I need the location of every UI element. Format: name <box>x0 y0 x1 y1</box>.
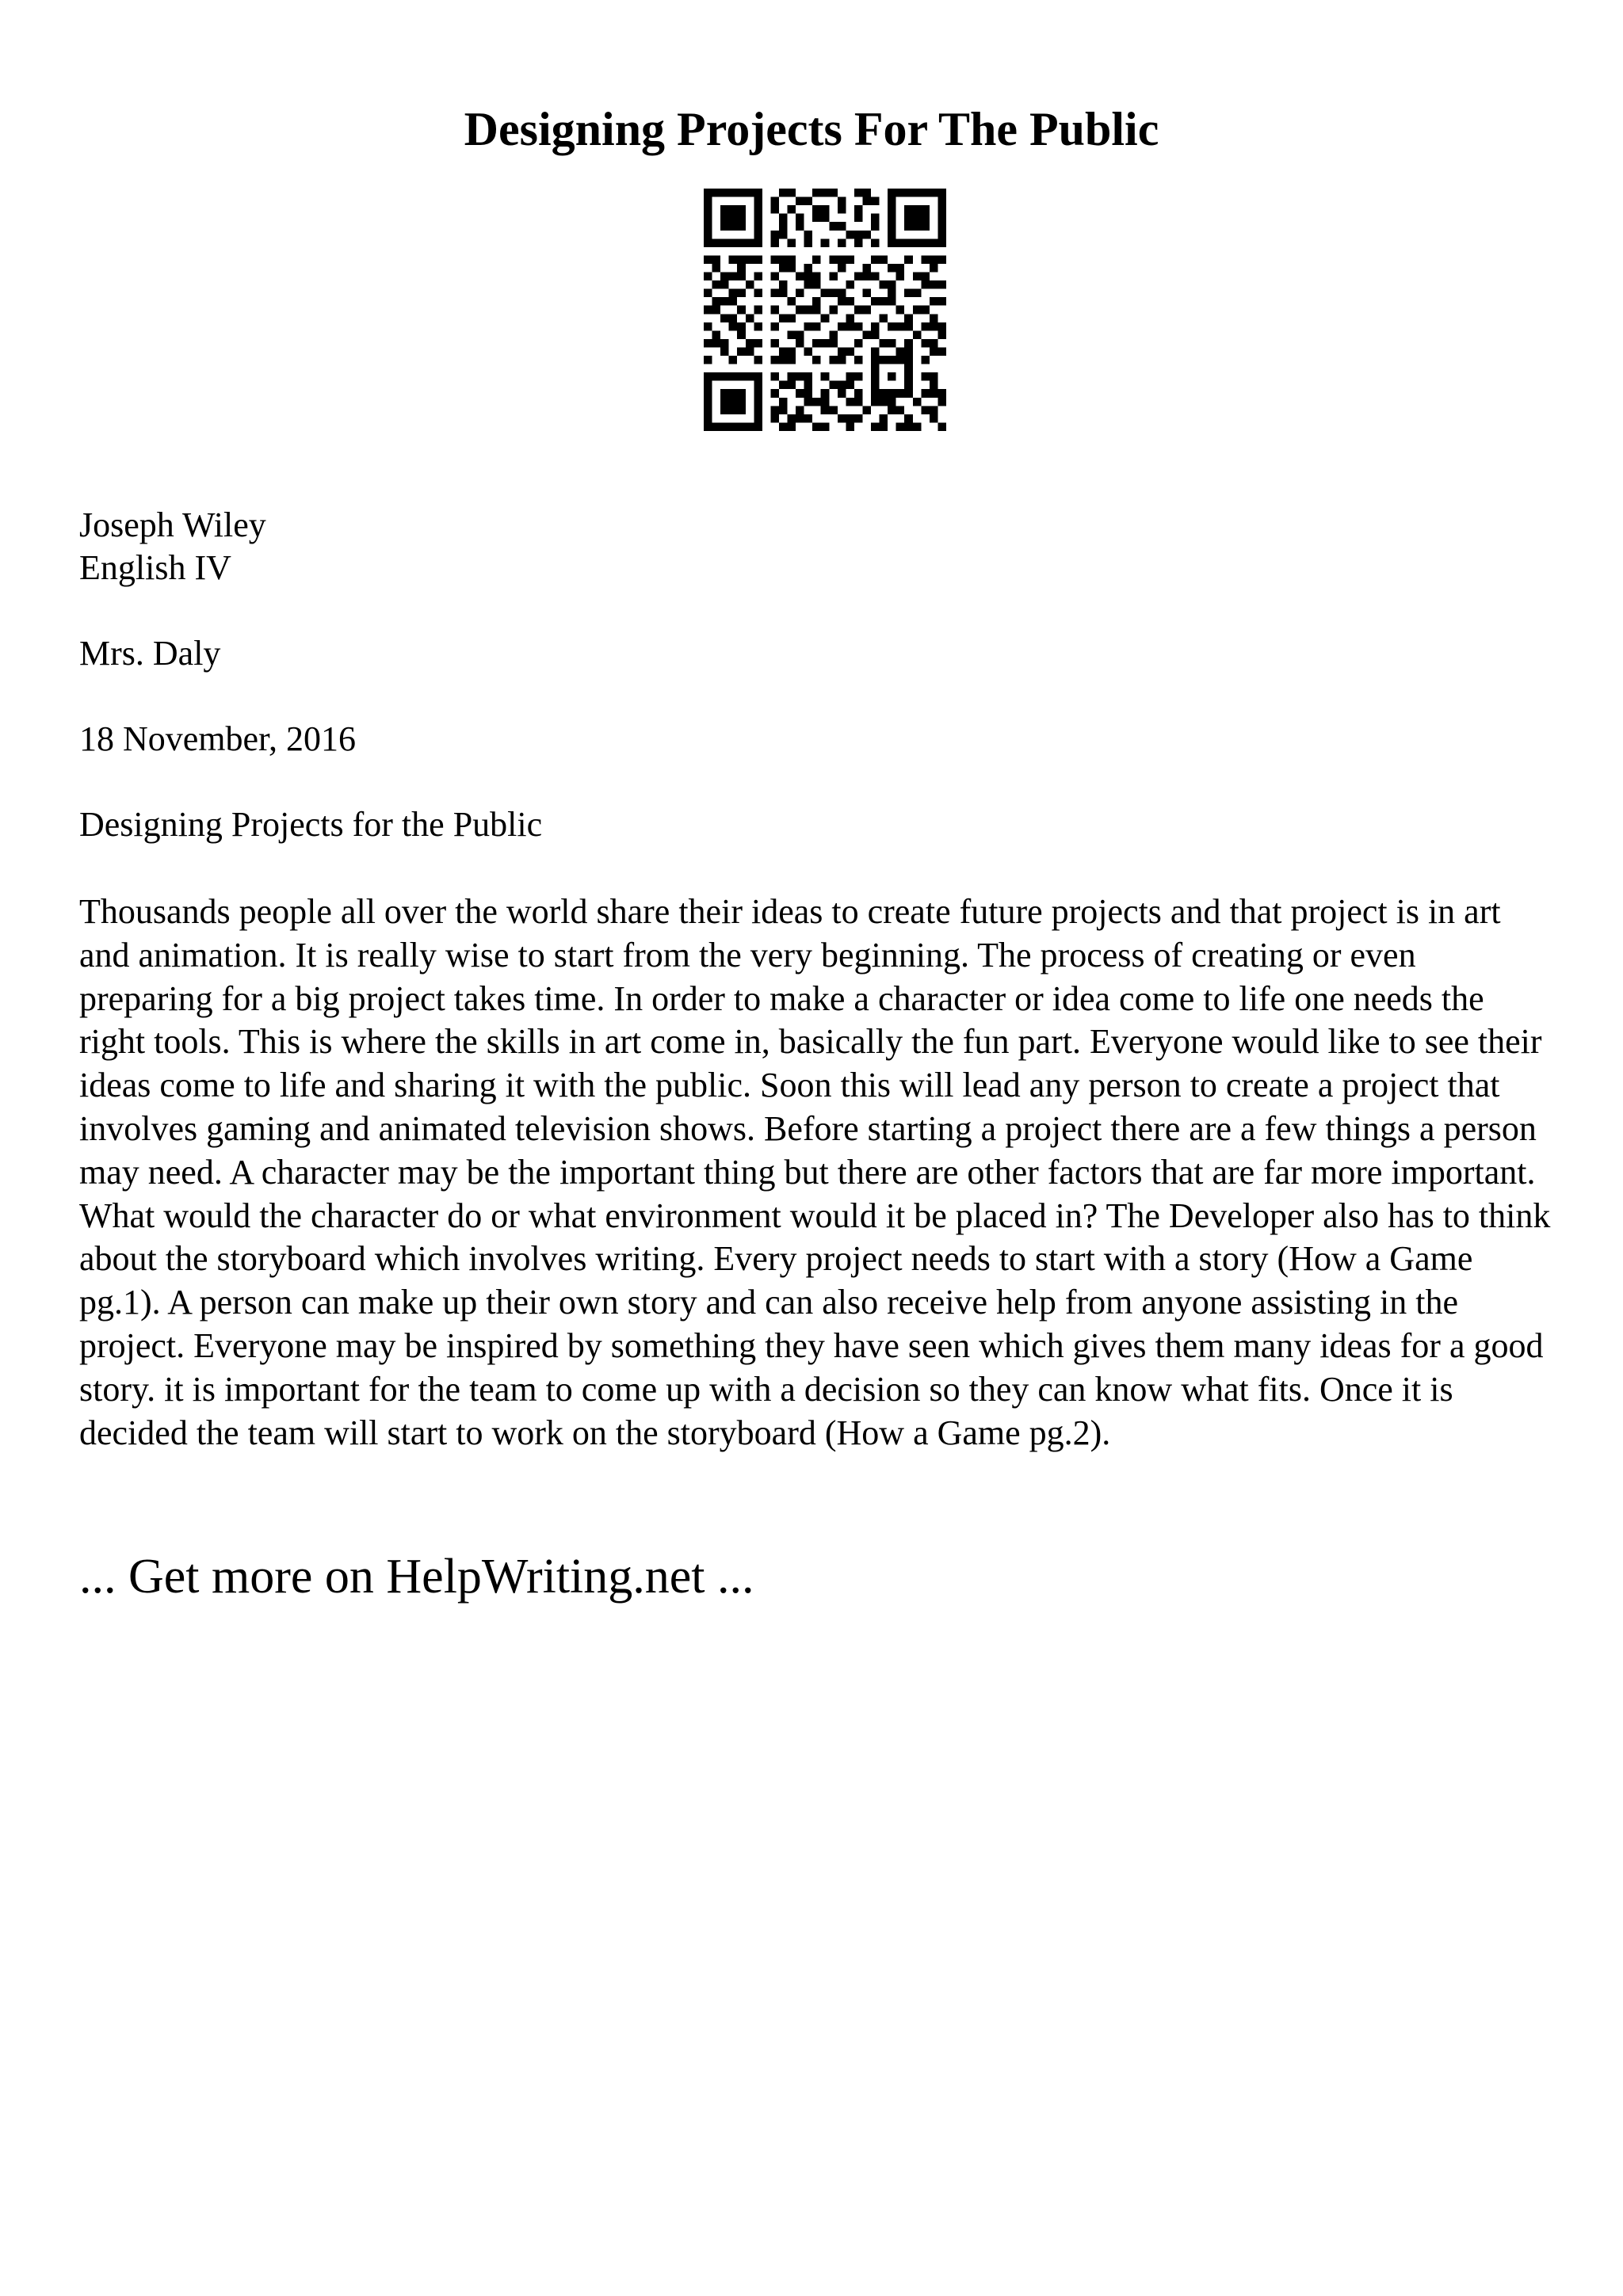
page-title: Designing Projects For The Public <box>464 103 1159 155</box>
essay-title: Designing Projects for the Public <box>79 805 543 844</box>
course-name: English IV <box>79 548 231 587</box>
teacher-name: Mrs. Daly <box>79 634 221 673</box>
author-name: Joseph Wiley <box>79 505 266 544</box>
essay-body: Thousands people all over the world share their ideas to create future projects and that project is in art and animation. It is really wise to start from the very beginning. The process of creating or even preparing for a big project takes time. In order to make a character or idea come to life one needs the right tools. This is where the skills in art come in, basically the fun part. Everyone would like to see their ideas come to life and sharing it with the public. Soon this will lead any person to create a project that involves gaming and animated television shows. Before starting a project there are a few things a person may need. A character may be the important thing but there are other factors that are far more important. What would the character do or what environment would it be placed in? The Developer also has to think about the storyboard which involves writing. Every project needs to start with a story (How a Game pg.1). A person can make up their own story and can also receive help from anyone assisting in the project. Everyone may be inspired by something they have seen which gives them many ideas for a good story. it is important for the team to come up with a decision so they can know what fits. Once it is decided the team will start to work on the storyboard (How a Game pg.2). <box>79 892 1551 1452</box>
essay-date: 18 November, 2016 <box>79 719 356 758</box>
qr-code-icon <box>704 189 946 431</box>
get-more-link[interactable]: ... Get more on HelpWriting.net ... <box>79 1550 754 1604</box>
